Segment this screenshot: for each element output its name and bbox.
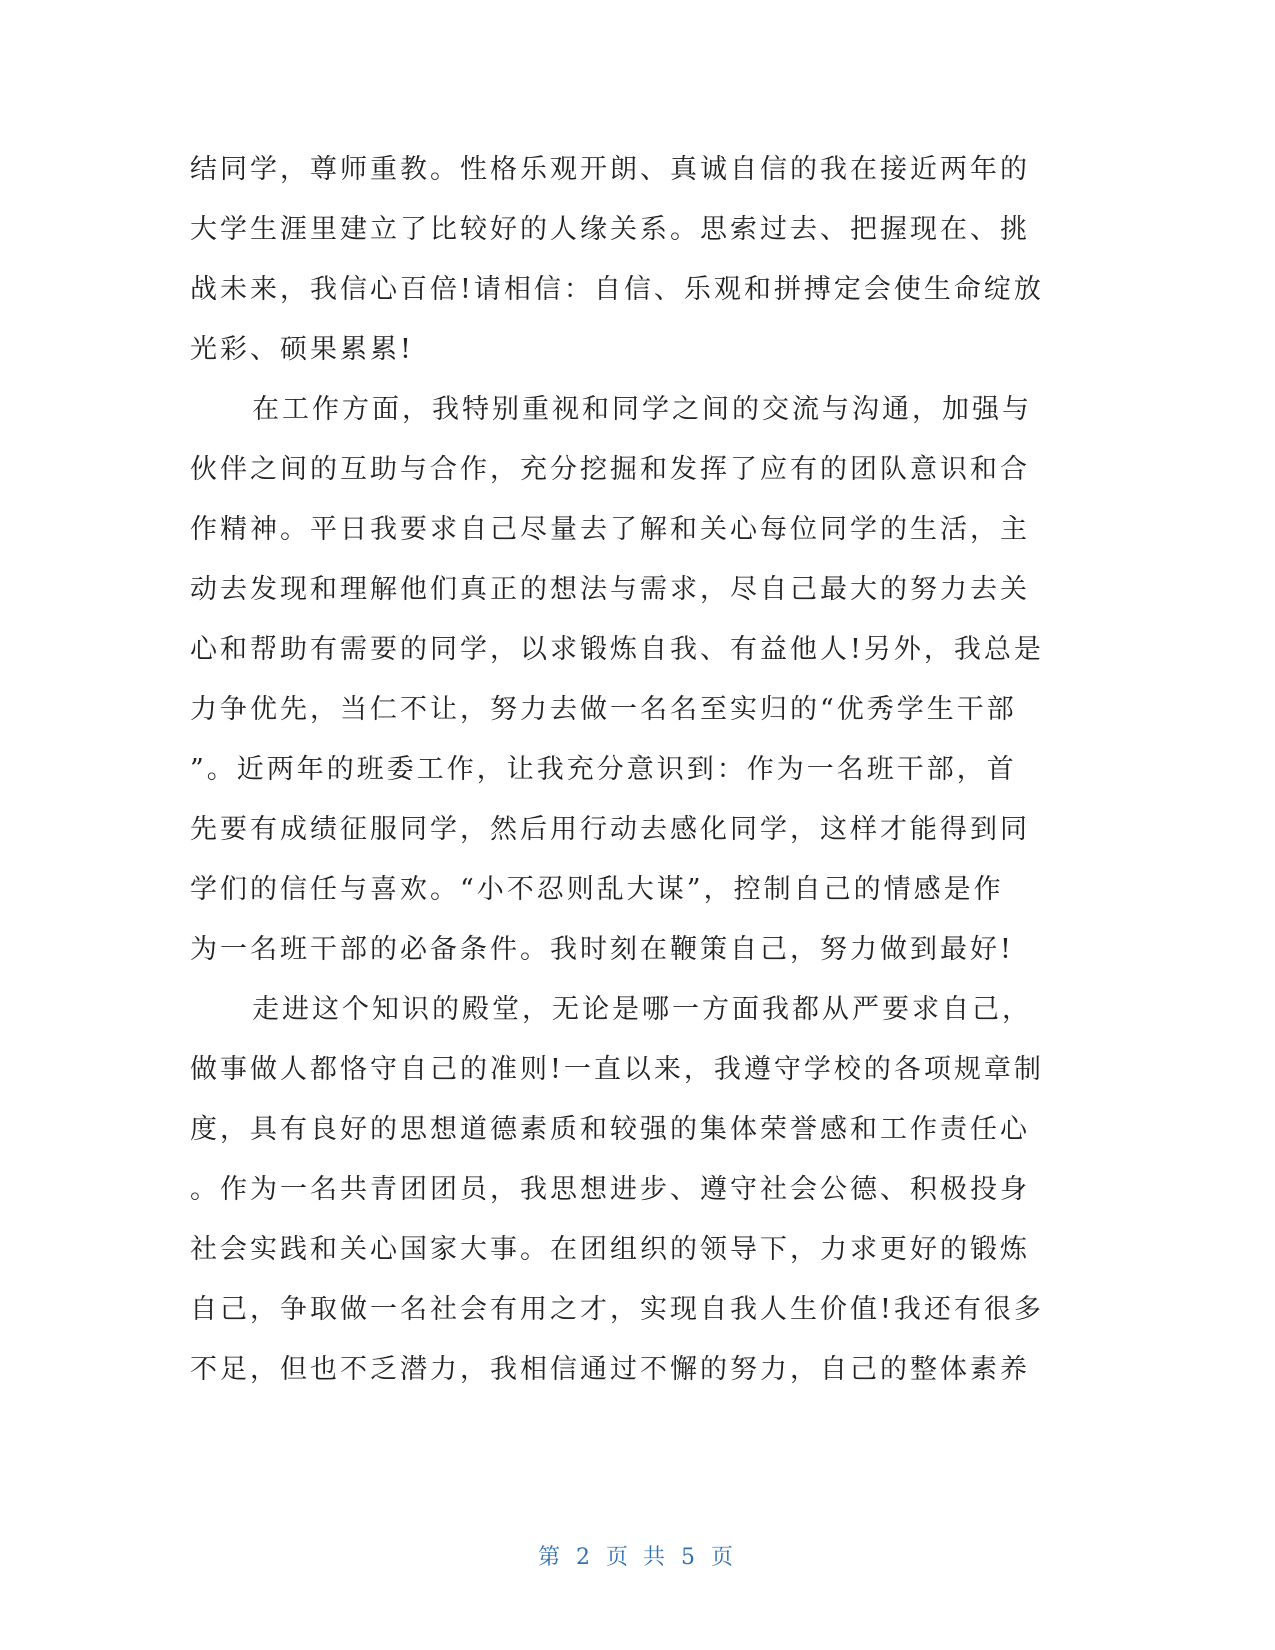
text-line: 伙伴之间的互助与合作，充分挖掘和发挥了应有的团队意识和合 xyxy=(190,454,1030,485)
text-line: 学们的信任与喜欢。“小不忍则乱大谋”，控制自己的情感是作 xyxy=(190,874,1004,905)
text-line: 度，具有良好的思想道德素质和较强的集体荣誉感和工作责任心 xyxy=(190,1114,1030,1145)
text-line: 作精神。平日我要求自己尽量去了解和关心每位同学的生活，主 xyxy=(190,514,1030,545)
text-line: 光彩、硕果累累! xyxy=(190,334,414,365)
text-line: 大学生涯里建立了比较好的人缘关系。思索过去、把握现在、挑 xyxy=(190,214,1030,245)
current-page-number: 2 xyxy=(576,1545,594,1570)
text-line: 不足，但也不乏潜力，我相信通过不懈的努力，自己的整体素养 xyxy=(190,1354,1030,1385)
text-line: 先要有成绩征服同学，然后用行动去感化同学，这样才能得到同 xyxy=(190,814,1030,845)
paragraph-start-line: 在工作方面，我特别重视和同学之间的交流与沟通，加强与 xyxy=(252,394,1032,425)
footer-middle: 页 共 xyxy=(606,1545,669,1570)
text-line: 结同学，尊师重教。性格乐观开朗、真诚自信的我在接近两年的 xyxy=(190,154,1030,185)
text-line: 为一名班干部的必备条件。我时刻在鞭策自己，努力做到最好! xyxy=(190,934,1014,965)
text-line: 战未来，我信心百倍!请相信：自信、乐观和拼搏定会使生命绽放 xyxy=(190,274,1044,305)
body-text xyxy=(190,140,1080,1400)
text-line: 自己，争取做一名社会有用之才，实现自我人生价值!我还有很多 xyxy=(190,1294,1044,1325)
text-line: 心和帮助有需要的同学，以求锻炼自我、有益他人!另外，我总是 xyxy=(190,634,1044,665)
paragraph-start-line: 走进这个知识的殿堂，无论是哪一方面我都从严要求自己， xyxy=(252,994,1032,1025)
text-line: 力争优先，当仁不让，努力去做一名名至实归的“优秀学生干部 xyxy=(190,694,1017,725)
text-line: 做事做人都恪守自己的准则!一直以来，我遵守学校的各项规章制 xyxy=(190,1054,1044,1085)
footer-prefix: 第 xyxy=(537,1545,564,1570)
text-line: 。作为一名共青团团员，我思想进步、遵守社会公德、积极投身 xyxy=(190,1174,1030,1205)
text-line: 动去发现和理解他们真正的想法与需求，尽自己最大的努力去关 xyxy=(190,574,1030,605)
page-footer xyxy=(0,1543,1275,1573)
total-page-count: 5 xyxy=(681,1545,699,1570)
text-line: ”。近两年的班委工作，让我充分意识到：作为一名班干部，首 xyxy=(190,754,1017,785)
footer-suffix: 页 xyxy=(711,1545,738,1570)
text-line: 社会实践和关心国家大事。在团组织的领导下，力求更好的锻炼 xyxy=(190,1234,1030,1265)
